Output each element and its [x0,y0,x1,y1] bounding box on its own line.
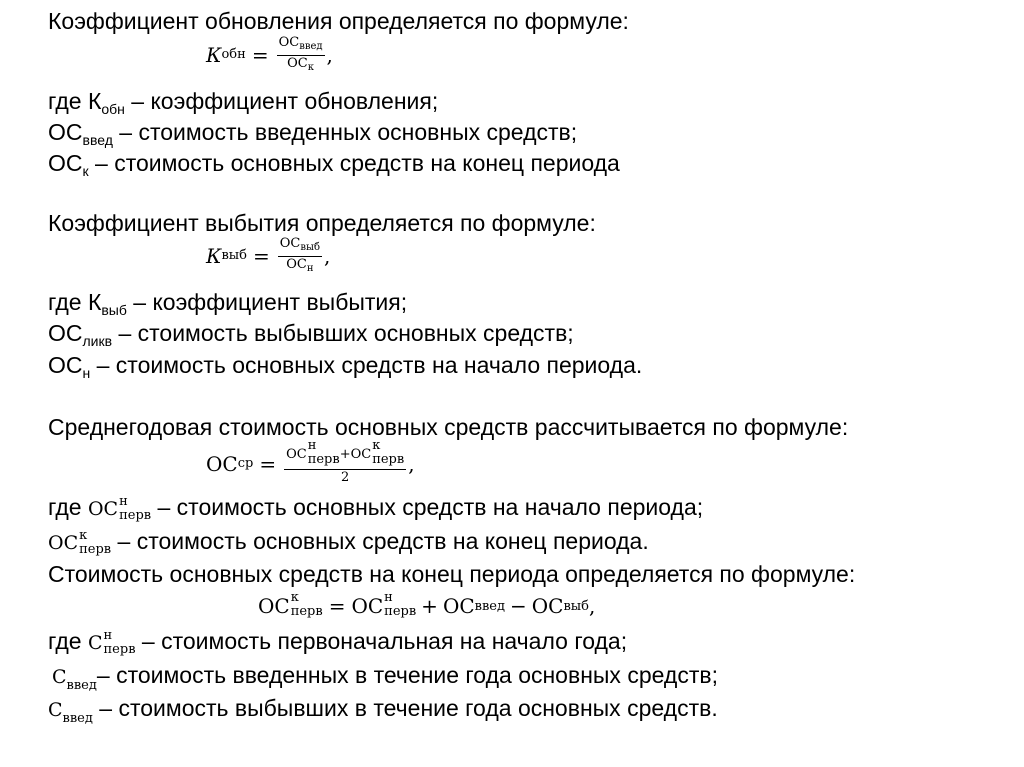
end-value-where-1: где С н перв – стоимость первоначальная на начало года; [48,627,628,657]
formula-lhs: К [206,42,222,67]
renewal-where-3: $ОС_к$ – стоимость основных средств на конец периода [48,150,620,179]
end-value-where-3: $С_{введ}$ – стоимость выбывших в течение года основных средств. [48,695,718,726]
disposal-intro: Коэффициент выбытия определяется по формуле: [48,210,596,236]
average-fraction: ОС н перв +ОС к перв 2 [286,438,405,485]
renewal-where-1: где $К_{обн}$ – коэффициент обновления; [48,88,439,117]
end-value-intro: Стоимость основных средств на конец периода определяется по формуле: [48,561,856,587]
disposal-fraction: $\frac{ОС_{выб}}{ОС_н}$ [279,236,320,274]
disposal-where-2: $ОС_{ликв}$ – стоимость выбывших основных средств; [48,320,574,349]
renewal-where-2: $ОС_{введ}$ – стоимость введенных основных средств; [48,119,578,148]
renewal-fraction: $\frac{ОС_{введ}}{ОС_к}$ [278,35,323,73]
average-intro: Среднегодовая стоимость основных средств рассчитывается по формуле: [48,414,849,440]
end-value-where-2: $С_{введ}-$ стоимость введенных в течение года основных средств; [52,662,718,693]
renewal-formula: К обн = $\frac{ОС_{введ}}{ОС_к}$ , [206,35,333,73]
end-value-formula: ОС к перв = ОС н перв + ОС введ − ОС выб , [258,590,596,620]
disposal-where-1: где $К_{выб}$ – коэффициент выбытия; [48,289,408,318]
renewal-intro: Коэффициент обновления определяется по формуле: [48,8,629,34]
average-where-2: ОС к перв – стоимость основных средств на конец периода. [48,527,649,557]
disposal-formula: К выб = $\frac{ОС_{выб}}{ОС_н}$ , [206,236,331,274]
average-formula: ОС ср = ОС н перв +ОС к перв 2 , [206,438,415,485]
disposal-where-3: $ОС_н$ – стоимость основных средств на начало периода. [48,352,643,381]
average-where-1: где ОС н перв – стоимость основных средств на начало периода; [48,493,704,523]
